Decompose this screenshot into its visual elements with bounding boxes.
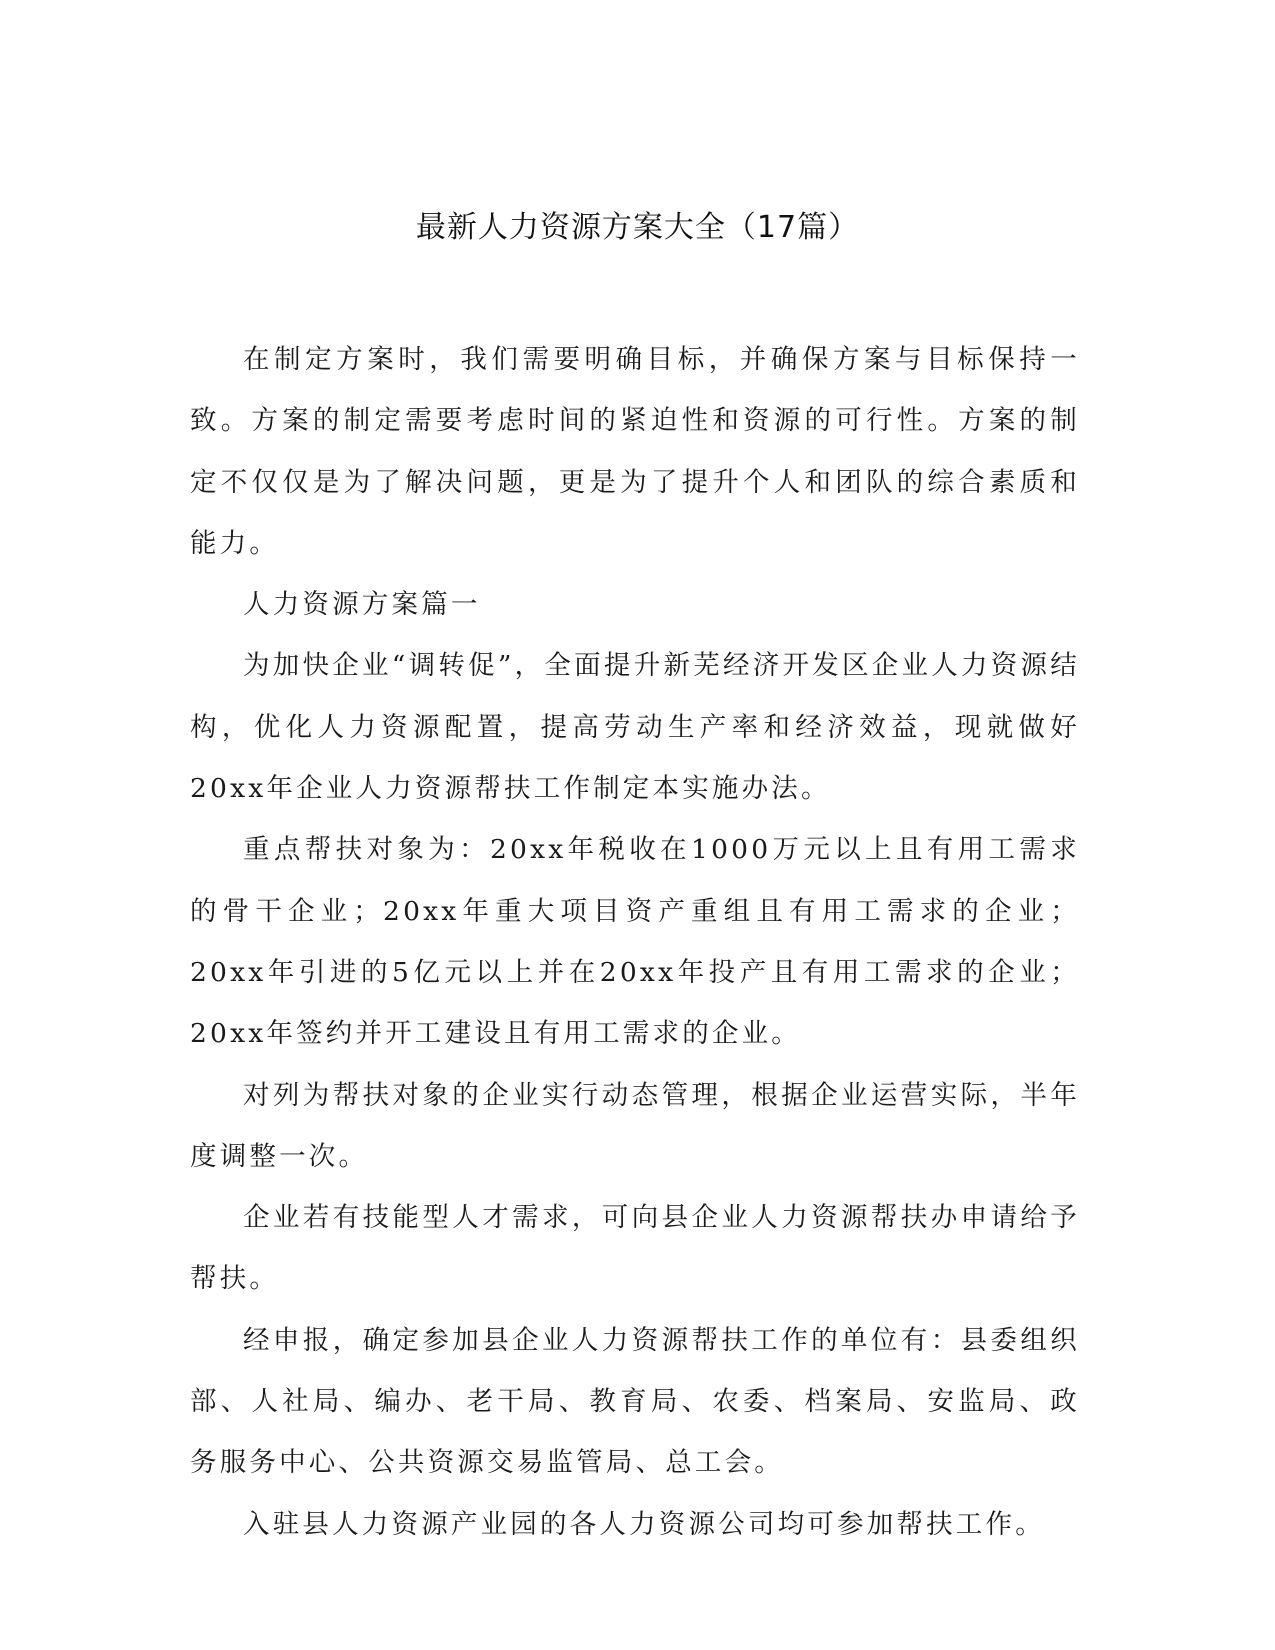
paragraph: 重点帮扶对象为：20xx年税收在1000万元以上且有用工需求的骨干企业；20xx年重大项目资产重组且有用工需求的企业；20xx年引进的5亿元以上并在20xx年投产且有用工需求的企业；20xx年签约并开工建设且有用工需求的企业。: [190, 834, 1080, 1050]
document-title: 最新人力资源方案大全（17篇）: [415, 210, 860, 245]
paragraph: 企业若有技能型人才需求，可向县企业人力资源帮扶办申请给予帮扶。: [190, 1202, 1080, 1295]
paragraph-intro: 在制定方案时，我们需要明确目标，并确保方案与目标保持一致。方案的制定需要考虑时间的紧迫性和资源的可行性。方案的制定不仅仅是为了解决问题，更是为了提升个人和团队的综合素质和能力。: [190, 344, 1080, 559]
document-body: [190, 329, 1080, 1555]
paragraph: 入驻县人力资源产业园的各人力资源公司均可参加帮扶工作。: [243, 1508, 1045, 1540]
section-heading: 人力资源方案篇一: [243, 589, 481, 621]
paragraph: 为加快企业“调转促”，全面提升新芜经济开发区企业人力资源结构，优化人力资源配置，提高劳动生产率和经济效益，现就做好20xx年企业人力资源帮扶工作制定本实施办法。: [190, 650, 1080, 805]
paragraph: 对列为帮扶对象的企业实行动态管理，根据企业运营实际，半年度调整一次。: [190, 1079, 1080, 1172]
paragraph: 经申报，确定参加县企业人力资源帮扶工作的单位有：县委组织部、人社局、编办、老干局、教育局、农委、档案局、安监局、政务服务中心、公共资源交易监管局、总工会。: [190, 1324, 1080, 1479]
